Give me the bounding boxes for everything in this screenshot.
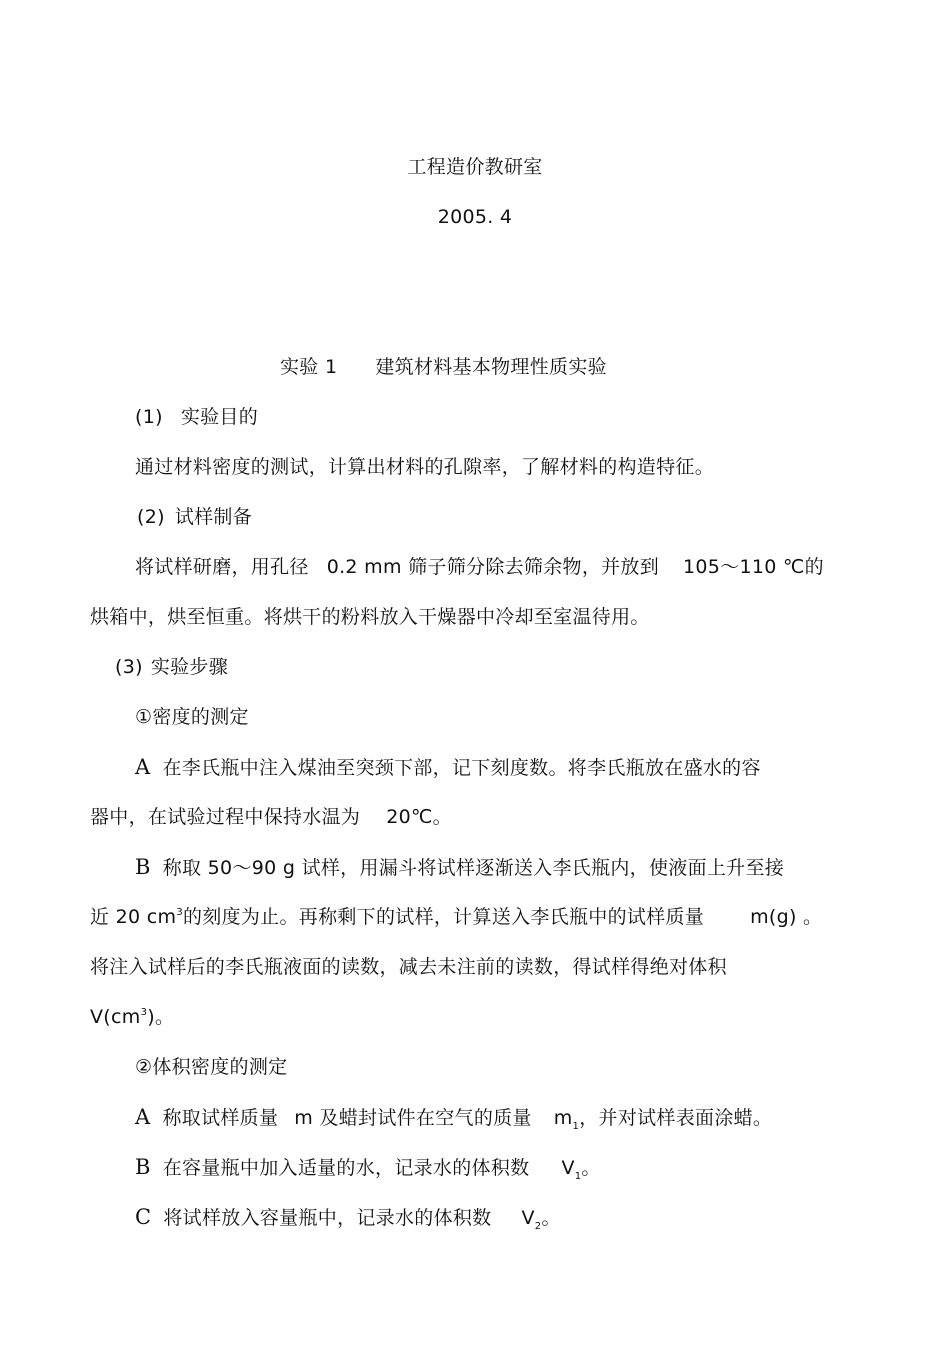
bulk-step-a-text-b: m 及蜡封试件在空气的质量 — [294, 1107, 532, 1129]
prep-line-1-a: 将试样研磨，用孔径 — [135, 556, 309, 578]
density-step-a-line-2-b: 20℃。 — [386, 806, 452, 828]
density-step-a-line-2-a: 器中，在试验过程中保持水温为 — [90, 806, 361, 828]
bulk-step-b-text-b: V — [561, 1157, 575, 1179]
density-step-b-line-4 — [90, 1005, 174, 1029]
document-date: 2005. 4 — [437, 206, 513, 228]
subscript-1: 1 — [574, 1171, 582, 1182]
bulk-step-c — [135, 1205, 561, 1234]
purpose-heading — [135, 405, 258, 429]
density-step-b-line-3: 将注入试样后的李氏瓶液面的读数，减去未注前的读数，得试样得绝对体积 — [90, 956, 727, 978]
prep-line-1-b: 0.2 mm 筛子筛分除去筛余物，并放到 — [326, 556, 660, 578]
step-marker-b: B — [135, 855, 151, 879]
prep-heading — [137, 505, 252, 529]
prep-line-1-c: 105～110 ℃的 — [683, 556, 824, 578]
subscript-1: 1 — [572, 1121, 580, 1132]
density-step-b-line-2 — [90, 905, 822, 929]
step-marker-c: C — [135, 1205, 152, 1229]
bulk-step-a-text-a: 称取试样质量 — [162, 1107, 279, 1129]
prep-heading-number: (2) — [137, 506, 165, 528]
superscript-3: 3 — [140, 1007, 148, 1018]
bulk-step-a-text-c: m — [553, 1107, 573, 1129]
density-step-a-text: 在李氏瓶中注入煤油至突颈下部，记下刻度数。将李氏瓶放在盛水的容 — [162, 757, 761, 779]
prep-line-2: 烘箱中，烘至恒重。将烘干的粉料放入干燥器中冷却至室温待用。 — [90, 606, 650, 628]
section-title: 建筑材料基本物理性质实验 — [375, 356, 607, 378]
density-step-b-line-2-c: m(g) 。 — [750, 906, 823, 928]
density-heading: ①密度的测定 — [135, 706, 249, 728]
purpose-heading-number: (1) — [135, 406, 163, 428]
steps-heading-label: 实验步骤 — [150, 656, 229, 678]
bulk-step-b-text-c: 。 — [581, 1157, 601, 1179]
bulk-step-b — [135, 1155, 601, 1184]
superscript-3: 3 — [176, 907, 183, 918]
purpose-heading-label: 实验目的 — [180, 406, 259, 428]
department-title: 工程造价教研室 — [407, 156, 543, 178]
steps-heading-number: (3) — [115, 656, 143, 678]
density-step-a-line-1 — [135, 755, 761, 780]
steps-heading — [115, 655, 228, 679]
step-marker-a: A — [135, 755, 151, 779]
density-step-b-text: 称取 50～90 g 试样，用漏斗将试样逐渐送入李氏瓶内，使液面上升至接 — [162, 857, 785, 879]
step-marker-a: A — [135, 1105, 151, 1129]
density-step-b-line-1 — [135, 855, 784, 880]
bulk-step-a-text-d: ，并对试样表面涂蜡。 — [579, 1107, 773, 1129]
density-step-b-line-4-a: V(cm — [90, 1006, 141, 1028]
bulk-step-c-text-c: 。 — [541, 1207, 561, 1229]
bulk-density-heading: ②体积密度的测定 — [135, 1056, 288, 1078]
density-step-b-line-2-b: 的刻度为止。再称剩下的试样，计算送入李氏瓶中的试样质量 — [182, 906, 705, 928]
purpose-text: 通过材料密度的测试，计算出材料的孔隙率，了解材料的构造特征。 — [135, 456, 715, 478]
density-step-b-line-4-b: )。 — [147, 1006, 175, 1028]
subscript-2: 2 — [534, 1221, 542, 1232]
step-marker-b: B — [135, 1155, 151, 1179]
prep-line-1 — [135, 555, 824, 579]
bulk-step-a — [135, 1105, 772, 1134]
bulk-step-c-text-b: V — [521, 1207, 535, 1229]
prep-heading-label: 试样制备 — [174, 506, 253, 528]
section-heading — [280, 355, 607, 379]
density-step-a-line-2 — [90, 805, 452, 829]
section-number: 实验 1 — [280, 356, 338, 378]
bulk-step-b-text-a: 在容量瓶中加入适量的水，记录水的体积数 — [162, 1157, 530, 1179]
density-step-b-line-2-a: 近 20 cm — [90, 906, 177, 928]
bulk-step-c-text-a: 将试样放入容量瓶中，记录水的体积数 — [163, 1207, 492, 1229]
